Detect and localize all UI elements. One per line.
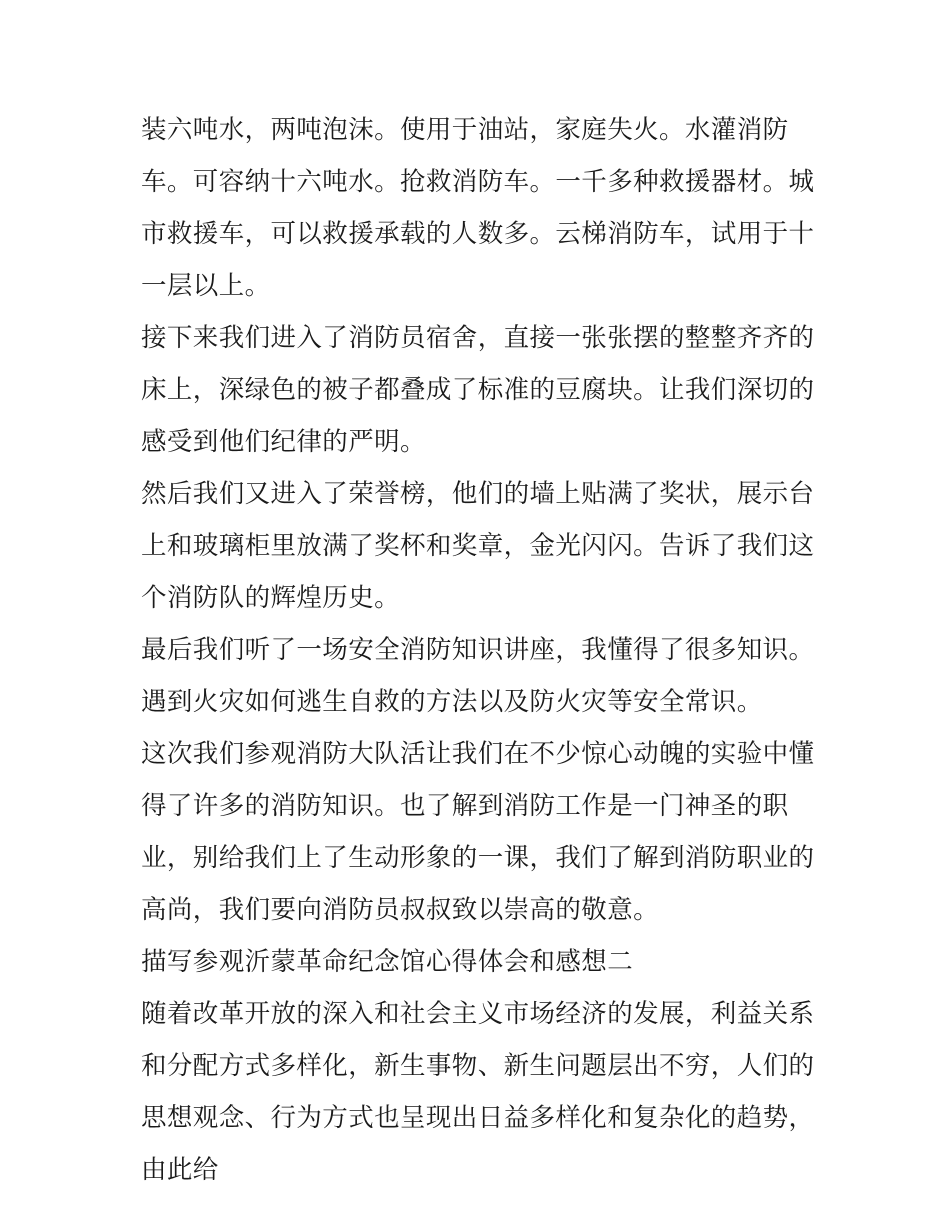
paragraph-lecture: 最后我们听了一场安全消防知识讲座，我懂得了很多知识。遇到火灾如何逃生自救的方法以及防火灾等安全常识。	[141, 635, 815, 717]
paragraph-reform: 随着改革开放的深入和社会主义市场经济的发展，利益关系和分配方式多样化，新生事物、新生问题层出不穷，人们的思想观念、行为方式也呈现出日益多样化和复杂化的趋势，由此给	[141, 999, 815, 1185]
document-body	[141, 104, 821, 1196]
paragraph-conclusion: 这次我们参观消防大队活让我们在不少惊心动魄的实验中懂得了许多的消防知识。也了解到消防工作是一门神圣的职业，别给我们上了生动形象的一课，我们了解到消防职业的高尚，我们要向消防员叔叔致以崇高的敬意。	[141, 739, 815, 925]
paragraph-dormitory: 接下来我们进入了消防员宿舍，直接一张张摆的整整齐齐的床上，深绿色的被子都叠成了标准的豆腐块。让我们深切的感受到他们纪律的严明。	[141, 323, 815, 457]
paragraph-honor-board: 然后我们又进入了荣誉榜，他们的墙上贴满了奖状，展示台上和玻璃柜里放满了奖杯和奖章，金光闪闪。告诉了我们这个消防队的辉煌历史。	[141, 479, 815, 613]
paragraph-fire-trucks: 装六吨水，两吨泡沫。使用于油站，家庭失火。水灌消防车。可容纳十六吨水。抢救消防车。一千多种救援器材。城市救援车，可以救援承载的人数多。云梯消防车，试用于十一层以上。	[141, 115, 815, 301]
section-heading: 描写参观沂蒙革命纪念馆心得体会和感想二	[141, 947, 634, 977]
